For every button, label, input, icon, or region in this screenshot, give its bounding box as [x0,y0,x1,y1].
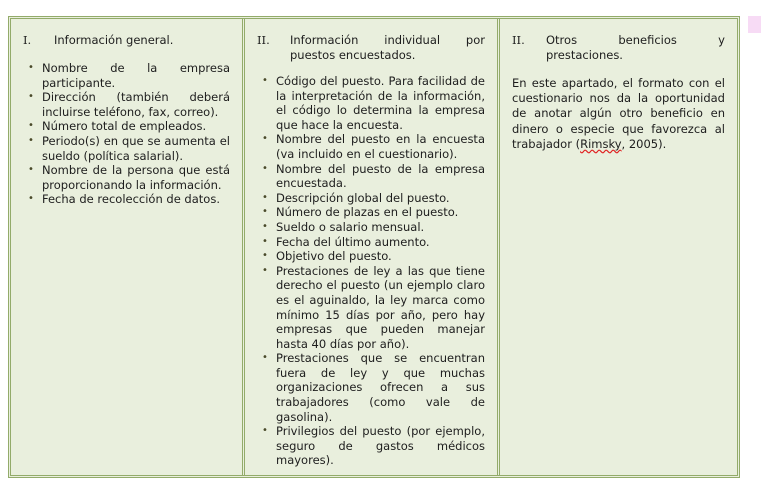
paragraph-text-suffix: , 2005). [621,136,667,151]
heading-numeral: II. [257,33,270,47]
list-item: • Fecha del último aumento. [257,235,485,250]
column-heading-other-benefits [512,33,725,63]
table-corner-marker[interactable] [748,16,761,33]
column-heading-individual-info [257,33,485,63]
table-cell-other-benefits [500,19,737,475]
column-heading-general-info [23,33,230,48]
list-item: • Número total de empleados. [23,119,230,134]
list-item: • Número de plazas en el puesto. [257,205,485,220]
list-item: • Nombre de la persona que está proporcionando la información. [23,163,230,192]
list-item: • Nombre de la empresa participante. [23,61,230,90]
heading-spacer [512,63,725,76]
list-item: • Descripción global del puesto. [257,191,485,206]
bullet-list-general-info [23,61,230,207]
list-item: • Dirección (también deberá incluirse teléfono, fax, correo). [23,90,230,119]
list-item: • Privilegios del puesto (por ejemplo, seguro de gastos médicos mayores). [257,424,485,468]
list-item: • Nombre del puesto en la encuesta (va incluido en el cuestionario). [257,132,485,161]
list-item: • Nombre del puesto de la empresa encuestada. [257,162,485,191]
list-item: • Código del puesto. Para facilidad de la interpretación de la información, el código lo determina la empresa que hace la encuesta. [257,74,485,132]
paragraph-text-prefix: En este apartado, el formato con el cuestionario nos da la oportunidad de anotar algún otro beneficio en dinero o especie que favorezca al trabajador ( [512,76,725,151]
list-item: • Fecha de recolección de datos. [23,192,230,207]
heading-numeral: II. [512,33,525,47]
bullet-list-individual-info [257,74,485,468]
list-item: • Objetivo del puesto. [257,249,485,264]
list-item: • Prestaciones de ley a las que tiene derecho el puesto (un ejemplo claro es el aguinaldo, la ley marca como mínimo 15 días por año, pero hay empresas que pueden manejar hasta 40 días por año). [257,264,485,352]
list-item: • Prestaciones que se encuentran fuera de ley y que muchas organizaciones ofrecen a sus trabajadores (como vale de gasolina). [257,351,485,424]
table-cell-general-info [11,19,242,475]
list-item: • Sueldo o salario mensual. [257,220,485,235]
heading-text: Información general. [54,33,174,47]
heading-text: Otros beneficios y prestaciones. [546,33,725,62]
heading-text: Información individual por puestos encuestados. [290,33,485,62]
paragraph-other-benefits [512,76,725,152]
misspelled-word: Rimsky [580,136,622,151]
heading-numeral: I. [23,33,32,47]
table-cell-individual-info [242,19,500,475]
list-item: • Periodo(s) en que se aumenta el sueldo (política salarial). [23,134,230,163]
heading-spacer [23,48,230,61]
heading-spacer [257,63,485,74]
content-table [8,16,740,478]
